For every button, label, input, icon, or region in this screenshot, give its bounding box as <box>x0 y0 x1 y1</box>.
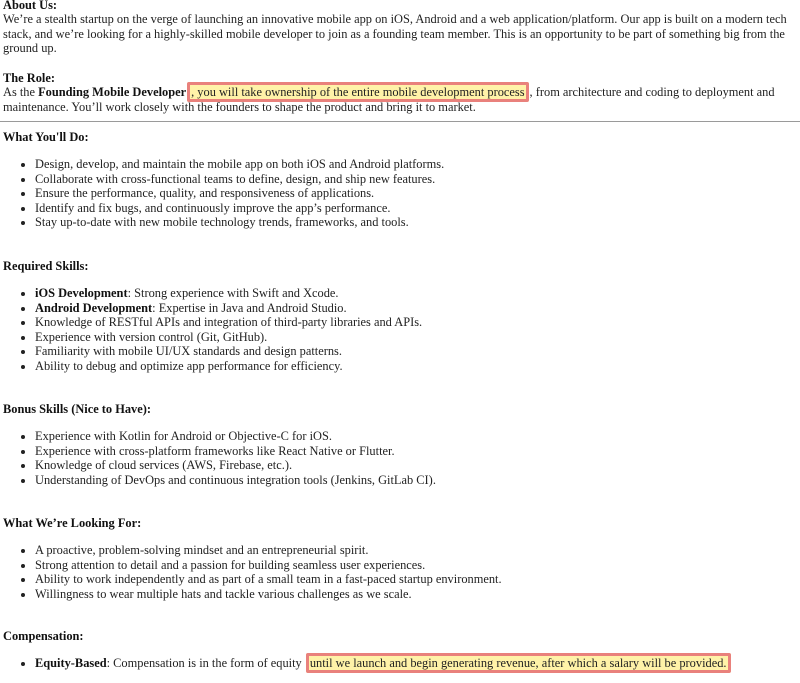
bonus-skills-list <box>0 429 436 487</box>
list-item: • A proactive, problem-solving mindset and an entrepreneurial spirit. <box>35 543 502 558</box>
list-item: • Understanding of DevOps and continuous integration tools (Jenkins, GitLab CI). <box>35 473 436 488</box>
required-skills-list <box>0 286 422 374</box>
list-item: • iOS Development: Strong experience with Swift and Xcode. <box>35 286 422 301</box>
list-item: • Ability to debug and optimize app performance for efficiency. <box>35 359 422 374</box>
compensation-label: Equity-Based <box>35 656 107 670</box>
what-you-do-heading: What You'll Do: <box>3 130 89 144</box>
compensation-heading: Compensation: <box>3 629 84 643</box>
list-item: • Equity-Based: Compensation is in the form of equity until we launch and begin generating revenue, after which a salary will be provided. <box>35 656 732 671</box>
compensation-list <box>0 656 732 671</box>
looking-for-list <box>0 543 502 601</box>
list-item: • Stay up-to-date with new mobile technology trends, frameworks, and tools. <box>35 215 444 230</box>
list-item: • Design, develop, and maintain the mobile app on both iOS and Android platforms. <box>35 157 444 172</box>
bonus-skills-heading: Bonus Skills (Nice to Have): <box>3 402 152 416</box>
what-you-do-list <box>0 157 444 230</box>
list-item: • Knowledge of cloud services (AWS, Firebase, etc.). <box>35 458 436 473</box>
role-heading: The Role: <box>3 71 55 85</box>
about-heading: About Us: <box>3 0 58 12</box>
list-item: • Ensure the performance, quality, and responsiveness of applications. <box>35 186 444 201</box>
role-highlight: , you will take ownership of the entire mobile development process <box>187 82 528 102</box>
list-item: • Familiarity with mobile UI/UX standards and design patterns. <box>35 344 422 359</box>
list-item: • Experience with cross-platform frameworks like React Native or Flutter. <box>35 444 436 459</box>
list-item: • Identify and fix bugs, and continuously improve the app’s performance. <box>35 201 444 216</box>
looking-for-heading: What We’re Looking For: <box>3 516 142 530</box>
list-item: • Willingness to wear multiple hats and tackle various challenges as we scale. <box>35 587 502 602</box>
role-title: Founding Mobile Developer <box>38 85 187 99</box>
section-divider <box>0 121 800 122</box>
list-item: • Experience with version control (Git, GitHub). <box>35 330 422 345</box>
list-item: • Experience with Kotlin for Android or Objective-C for iOS. <box>35 429 436 444</box>
about-text: We’re a stealth startup on the verge of launching an innovative mobile app on iOS, Android and a web application/platform. Our app is built on a modern tech stack, and we’re looking for a highly-skilled mobile developer to join as a founding team member. This is an opportunity to be part of something big from the ground up. <box>3 12 787 55</box>
compensation-highlight: until we launch and begin generating revenue, after which a salary will be provided. <box>306 653 731 673</box>
role-text: As the Founding Mobile Developer , you will take ownership of the entire mobile development process , from architecture and coding to deployment and maintenance. You’ll work closely with the founders to shape the product and bring it to market. <box>3 85 793 114</box>
list-item: • Ability to work independently and as part of a small team in a fast-paced startup environment. <box>35 572 502 587</box>
list-item: • Knowledge of RESTful APIs and integration of third-party libraries and APIs. <box>35 315 422 330</box>
list-item: • Strong attention to detail and a passion for building seamless user experiences. <box>35 558 502 573</box>
required-skills-heading: Required Skills: <box>3 259 89 273</box>
list-item: • Android Development: Expertise in Java and Android Studio. <box>35 301 422 316</box>
list-item: • Collaborate with cross-functional teams to define, design, and ship new features. <box>35 172 444 187</box>
